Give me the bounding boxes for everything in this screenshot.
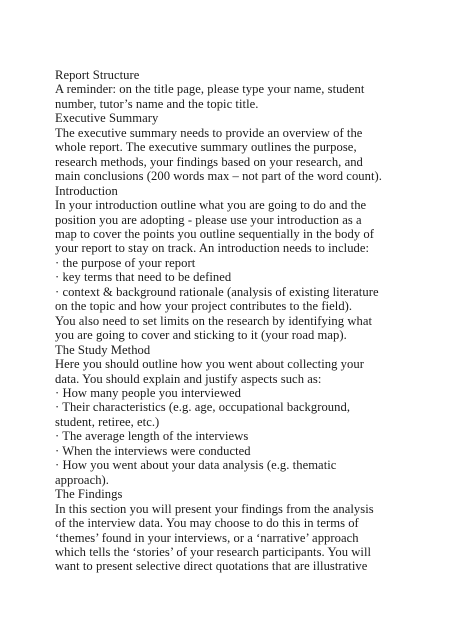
text-line: · the purpose of your report bbox=[55, 255, 196, 270]
text-line: student, retiree, etc.) bbox=[55, 414, 160, 429]
text-line: In your introduction outline what you are going to do and the bbox=[55, 198, 367, 213]
text-line: The executive summary needs to provide an overview of the bbox=[55, 125, 363, 140]
text-line: In this section you will present your findings from the analysis bbox=[55, 501, 374, 516]
text-line: The Study Method bbox=[55, 342, 151, 357]
text-line: data. You should explain and justify aspects such as: bbox=[55, 371, 322, 386]
text-line: · key terms that need to be defined bbox=[55, 270, 232, 285]
text-line: · context & background rationale (analysis of existing literature bbox=[55, 284, 379, 299]
text-line: A reminder: on the title page, please type your name, student bbox=[55, 82, 365, 97]
text-line: Report Structure bbox=[55, 68, 140, 82]
text-line: whole report. The executive summary outlines the purpose, bbox=[55, 140, 357, 155]
text-line: want to present selective direct quotations that are illustrative bbox=[55, 559, 368, 574]
text-line: ‘themes’ found in your interviews, or a ‘narrative’ approach bbox=[55, 530, 359, 545]
text-line: number, tutor’s name and the topic title. bbox=[55, 96, 259, 111]
document-page bbox=[55, 68, 445, 574]
text-line: your report to stay on track. An introduction needs to include: bbox=[55, 241, 370, 256]
text-line: · The average length of the interviews bbox=[55, 429, 249, 444]
text-line: approach). bbox=[55, 472, 109, 487]
text-line: Introduction bbox=[55, 183, 118, 198]
text-line: You also need to set limits on the research by identifying what bbox=[55, 313, 373, 328]
text-line: · How many people you interviewed bbox=[55, 385, 241, 400]
text-line: map to cover the points you outline sequentially in the body of bbox=[55, 226, 374, 241]
text-line: · How you went about your data analysis (e.g. thematic bbox=[55, 458, 337, 473]
text-line: main conclusions (200 words max – not part of the word count). bbox=[55, 169, 382, 184]
text-line: Executive Summary bbox=[55, 111, 159, 126]
text-line: · When the interviews were conducted bbox=[55, 443, 251, 458]
text-line: on the topic and how your project contributes to the field). bbox=[55, 299, 353, 314]
text-line: The Findings bbox=[55, 487, 123, 502]
text-line: which tells the ‘stories’ of your research participants. You will bbox=[55, 544, 372, 559]
text-line: position you are adopting - please use your introduction as a bbox=[55, 212, 362, 227]
text-line: Here you should outline how you went about collecting your bbox=[55, 357, 364, 372]
text-line: research methods, your findings based on your research, and bbox=[55, 154, 363, 169]
text-line: of the interview data. You may choose to do this in terms of bbox=[55, 516, 359, 531]
text-line: you are going to cover and sticking to it (your road map). bbox=[55, 328, 347, 343]
text-line: · Their characteristics (e.g. age, occupational background, bbox=[55, 400, 351, 415]
